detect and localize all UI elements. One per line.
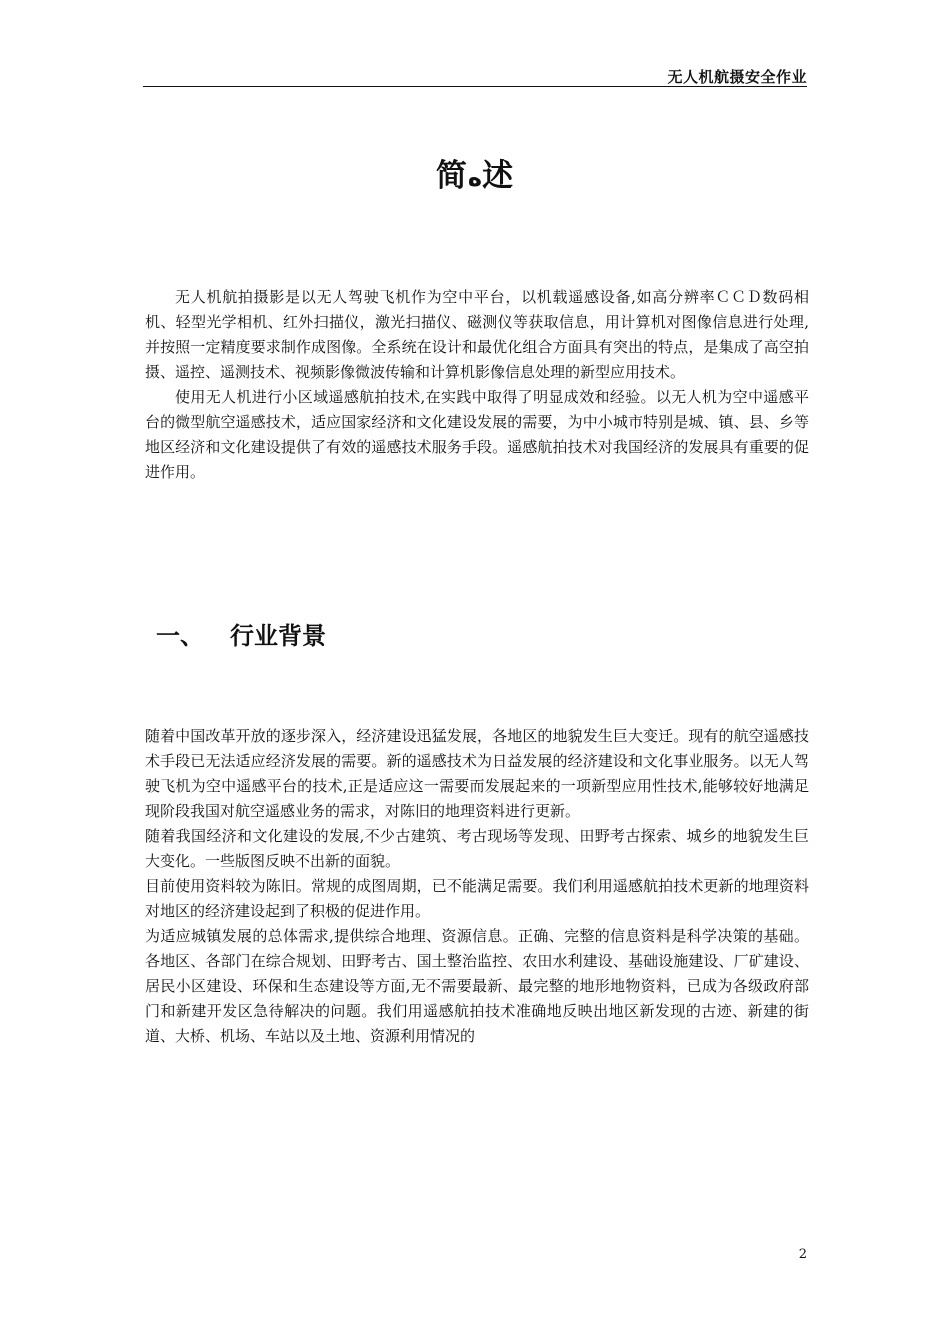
page-title	[0, 150, 950, 195]
title-part-1: 简	[435, 158, 468, 194]
title-part-2: 述	[482, 158, 515, 194]
running-header: 无人机航摄安全作业	[667, 68, 807, 86]
section-body	[145, 724, 809, 1049]
header-divider	[143, 86, 807, 87]
section-number: 一、	[156, 622, 204, 650]
section-paragraph: 随着中国改革开放的逐步深入，经济建设迅猛发展，各地区的地貌发生巨大变迁。现有的航空遥感技术手段已无法适应经济发展的需要。新的遥感技术为日益发展的经济建设和文化事业服务。以无人驾驶飞机为空中遥感平台的技术,正是适应这一需要而发展起来的一项新型应用性技术,能够较好地满足现阶段我国对航空遥感业务的需求，对陈旧的地理资料进行更新。	[145, 727, 809, 820]
section-heading	[156, 616, 326, 651]
intro-paragraph: 无人机航拍摄影是以无人驾驶飞机作为空中平台，以机载遥感设备,如高分辨率ＣＣＤ数码相机、轻型光学相机、红外扫描仪，激光扫描仪、磁测仪等获取信息，用计算机对图像信息进行处理,并按照一定精度要求制作成图像。全系统在设计和最优化组合方面具有突出的特点，是集成了高空拍摄、遥控、遥测技术、视频影像微波传输和计算机影像信息处理的新型应用技术。	[145, 288, 809, 381]
section-paragraph: 目前使用资料较为陈旧。常规的成图周期，已不能满足需要。我们利用遥感航拍技术更新的地理资料对地区的经济建设起到了积极的促进作用。	[145, 877, 809, 920]
page-number: 2	[798, 1247, 807, 1262]
intro-paragraph: 使用无人机进行小区域遥感航拍技术,在实践中取得了明显成效和经验。以无人机为空中遥感平台的微型航空遥感技术，适应国家经济和文化建设发展的需要，为中小城市特别是城、镇、县、乡等地区经济和文化建设提供了有效的遥感技术服务手段。遥感航拍技术对我国经济的发展具有重要的促进作用。	[145, 388, 809, 481]
section-paragraph: 为适应城镇发展的总体需求,提供综合地理、资源信息。正确、完整的信息资料是科学决策的基础。各地区、各部门在综合规划、田野考古、国土整治监控、农田水利建设、基础设施建设、厂矿建设、居民小区建设、环保和生态建设等方面,无不需要最新、最完整的地形地物资料，已成为各级政府部门和新建开发区急待解决的问题。我们用遥感航拍技术准确地反映出地区新发现的古迹、新建的街道、大桥、机场、车站以及土地、资源利用情况的	[145, 927, 809, 1045]
intro-section	[145, 285, 809, 485]
section-paragraph: 随着我国经济和文化建设的发展,不少古建筑、考古现场等发现、田野考古探索、城乡的地貌发生巨大变化。一些版图反映不出新的面貌。	[145, 827, 809, 870]
section-title: 行业背景	[230, 622, 326, 650]
title-separator: ﻩ	[467, 164, 483, 192]
